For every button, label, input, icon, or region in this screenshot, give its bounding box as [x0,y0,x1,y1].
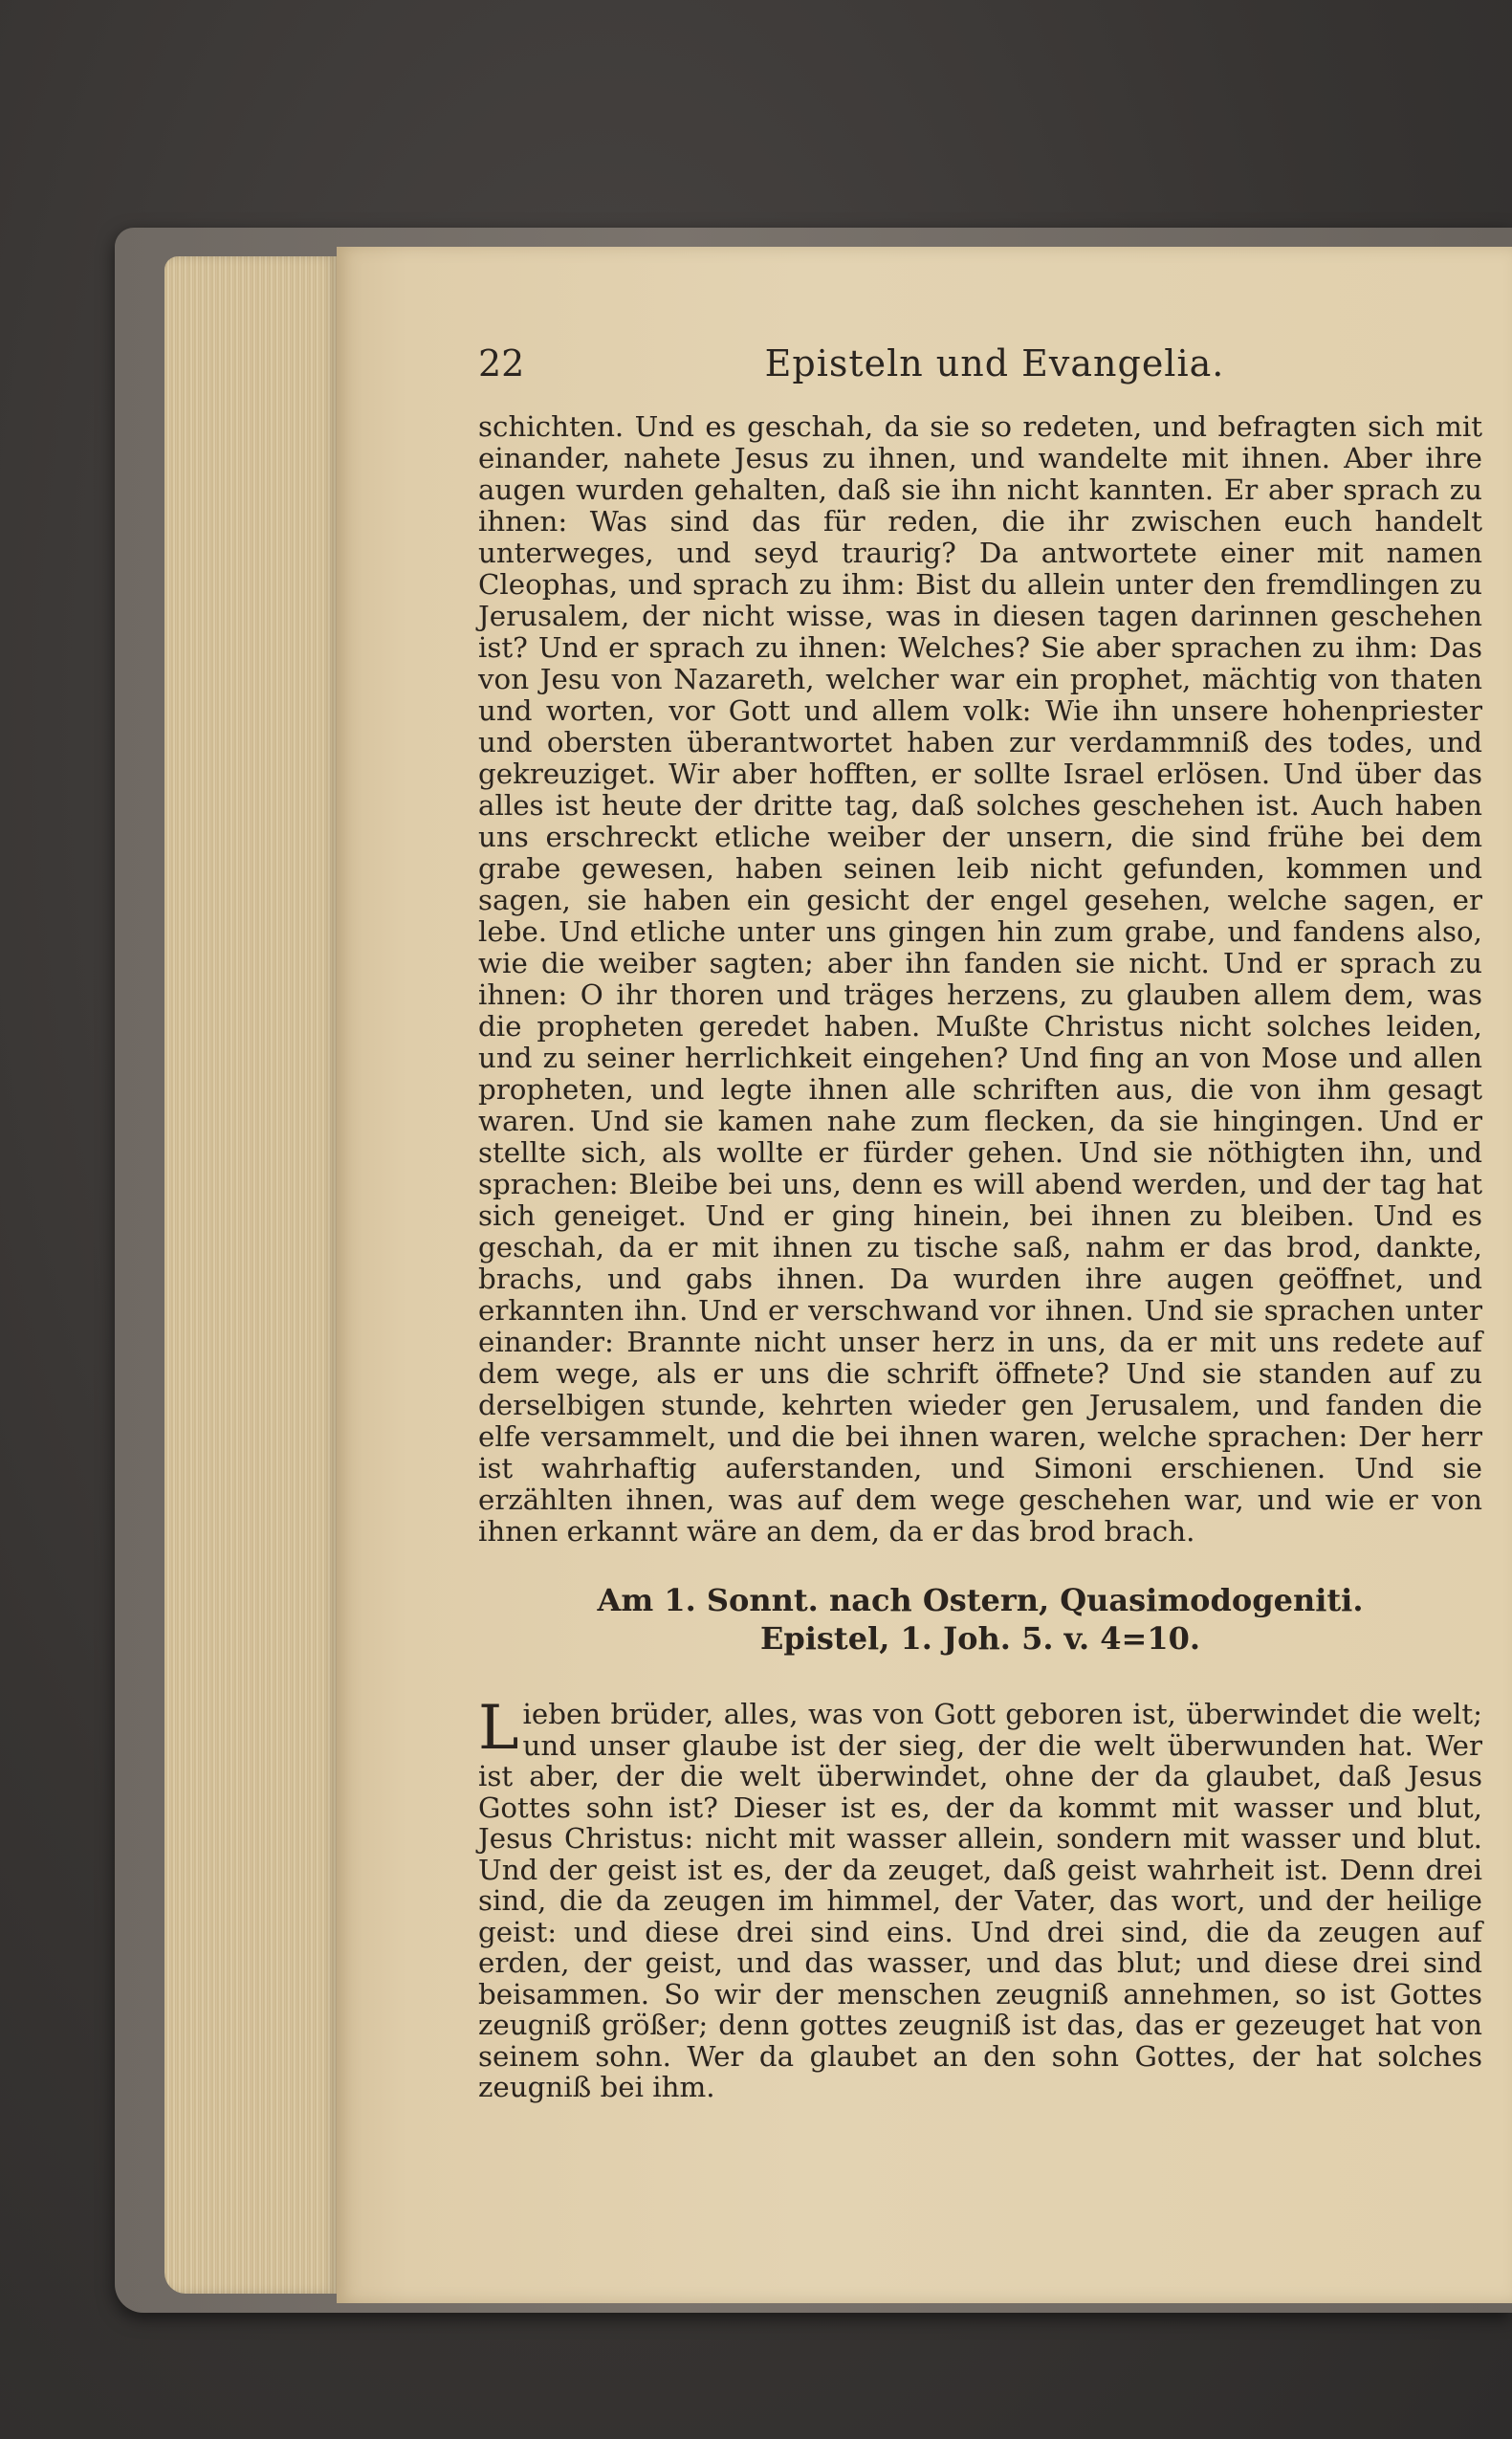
page-edges [164,256,337,2294]
epistle-text [478,1693,1482,2103]
page-number: 22 [478,342,525,385]
page-header [478,342,1511,400]
running-title: Episteln und Evangelia. [764,342,1225,385]
drop-cap: L [478,1693,519,1764]
gospel-text: schichten. Und es geschah, da sie so redeten, und befragten sich mit einander, nahete Jesus zu ihnen, und wandelte mit ihnen. Aber ihre augen wurden gehalten, daß sie ihn nicht kannten. Er aber sprach zu ihnen: Was sind das für reden, die ihr zwischen euch handelt unterweges, und seyd traurig? Da antwortete einer mit namen Cleophas, und sprach zu ihm: Bist du allein unter den fremdlingen zu Jerusalem, der nicht wisse, was in diesen tagen darinnen geschehen ist? Und er sprach zu ihnen: Welches? Sie aber sprachen zu ihm: Das von Jesu von Nazareth, welcher war ein prophet, mächtig von thaten und worten, vor Gott und allem volk: Wie ihn unsere hohenpriester und obersten überantwortet haben zur verdammniß des todes, und gekreuziget. Wir aber hofften, er sollte Israel erlösen. Und über das alles ist heute der dritte tag, daß solches geschehen ist. Auch haben uns erschreckt etliche weiber der unsern, die sind frühe bei dem grabe gewesen, haben seinen leib nicht gefunden, kommen und sagen, sie haben ein gesicht der engel gesehen, welche sagen, er lebe. Und etliche unter uns gingen hin zum grabe, und fandens also, wie die weiber sagten; aber ihn fanden sie nicht. Und er sprach zu ihnen: O ihr thoren und träges herzens, zu glauben allem dem, was die propheten geredet haben. Mußte Christus nicht solches leiden, und zu seiner herrlichkeit eingehen? Und fing an von Mose und allen propheten, und legte ihnen alle schriften aus, die von ihm gesagt waren. Und sie kamen nahe zum flecken, da sie hingingen. Und er stellte sich, als wollte er fürder gehen. Und sie nöthigten ihn, und sprachen: Bleibe bei uns, denn es will abend werden, und der tag hat sich geneiget. Und er ging hinein, bei ihnen zu bleiben. Und es geschah, da er mit ihnen zu tische saß, nahm er das brod, dankte, brachs, und gabs ihnen. Da wurden ihre augen geöffnet, und erkannten ihn. Und er verschwand vor ihnen. Und sie sprachen unter einander: Brannte nicht unser herz in uns, da er mit uns redete auf dem wege, als er uns die schrift öffnete? Und sie standen auf zu derselbigen stunde, kehrten wieder gen Jerusalem, und fanden die elfe versammelt, und die bei ihnen waren, welche sprachen: Der herr ist wahrhaftig auferstanden, und Simoni erschienen. Und sie erzählten ihnen, was auf dem wege geschehen war, und wie er von ihnen erkannt wäre an dem, da er das brod brach. [478,410,1482,1548]
book-page [337,247,1512,2303]
sunday-heading: Am 1. Sonnt. nach Ostern, Quasimodogeniti. [597,1582,1364,1618]
epistle-reference: Epistel, 1. Joh. 5. v. 4=10. [759,1620,1201,1657]
epistle-body: ieben brüder, alles, was von Gott geboren ist, überwindet die welt; und unser glaube ist der sieg, der die welt überwunden hat. Wer ist aber, der die welt überwindet, ohne der da glaubet, daß Jesus Gottes sohn ist? Dieser ist es, der da kommt mit wasser und blut, Jesus Christus: nicht mit wasser allein, sondern mit wasser und blut. Und der geist ist es, der da zeuget, daß geist wahrheit ist. Denn drei sind, die da zeugen im himmel, der Vater, das wort, und der heilige geist: und diese drei sind eins. Und drei sind, die da zeugen auf erden, der geist, und das wasser, und das blut; und diese drei sind beisammen. So wir der menschen zeugniß annehmen, so ist Gottes zeugniß größer; denn gottes zeugniß ist das, das er gezeuget hat von seinem sohn. Wer da glaubet an den sohn Gottes, der hat solches zeugniß bei ihm. [478,1698,1482,2103]
section-heading [478,1581,1482,1658]
